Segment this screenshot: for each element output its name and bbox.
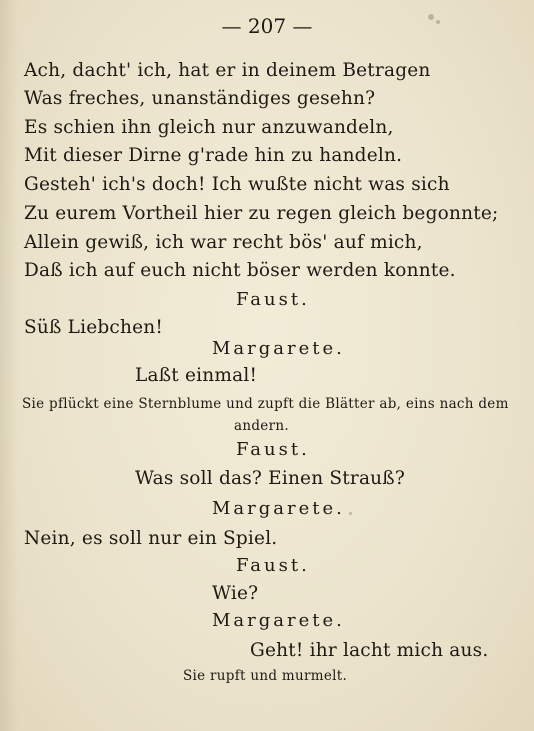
verse-line: Ach, dacht' ich, hat er in deinem Betragen [24,60,431,81]
dialogue-line: Was soll das? Einen Strauß? [135,468,405,489]
verse-line: Gesteh' ich's doch! Ich wußte nicht was sich [24,174,450,195]
speaker-name: Margarete. [212,338,345,359]
foxing-spot [349,512,352,515]
dialogue-line: Wie? [212,583,259,604]
speaker-name: Margarete. [212,498,345,519]
speaker-name: Faust. [236,555,310,576]
speaker-name: Margarete. [212,610,345,631]
verse-line: Was freches, unanständiges gesehn? [24,88,376,109]
stage-direction: andern. [234,418,289,434]
stage-direction: Sie rupft und murmelt. [183,668,348,684]
stage-direction: Sie pflückt eine Sternblume und zupft die Blätter ab, eins nach dem [22,396,509,412]
verse-line: Es schien ihn gleich nur anzuwandeln, [24,117,394,138]
dialogue-line: Süß Liebchen! [24,317,163,338]
dialogue-line: Laßt einmal! [135,365,258,386]
speaker-name: Faust. [236,289,310,310]
verse-line: Daß ich auf euch nicht böser werden konnte. [24,260,456,281]
verse-line: Zu eurem Vortheil hier zu regen gleich begonnte; [24,203,499,224]
page-number: — 207 — [221,14,313,38]
dialogue-line: Geht! ihr lacht mich aus. [250,640,489,661]
binding-shadow [0,0,18,731]
verse-line: Mit dieser Dirne g'rade hin zu handeln. [24,145,403,166]
verse-line: Allein gewiß, ich war recht bös' auf mich, [24,232,423,253]
speaker-name: Faust. [236,439,310,460]
dialogue-line: Nein, es soll nur ein Spiel. [24,528,278,549]
